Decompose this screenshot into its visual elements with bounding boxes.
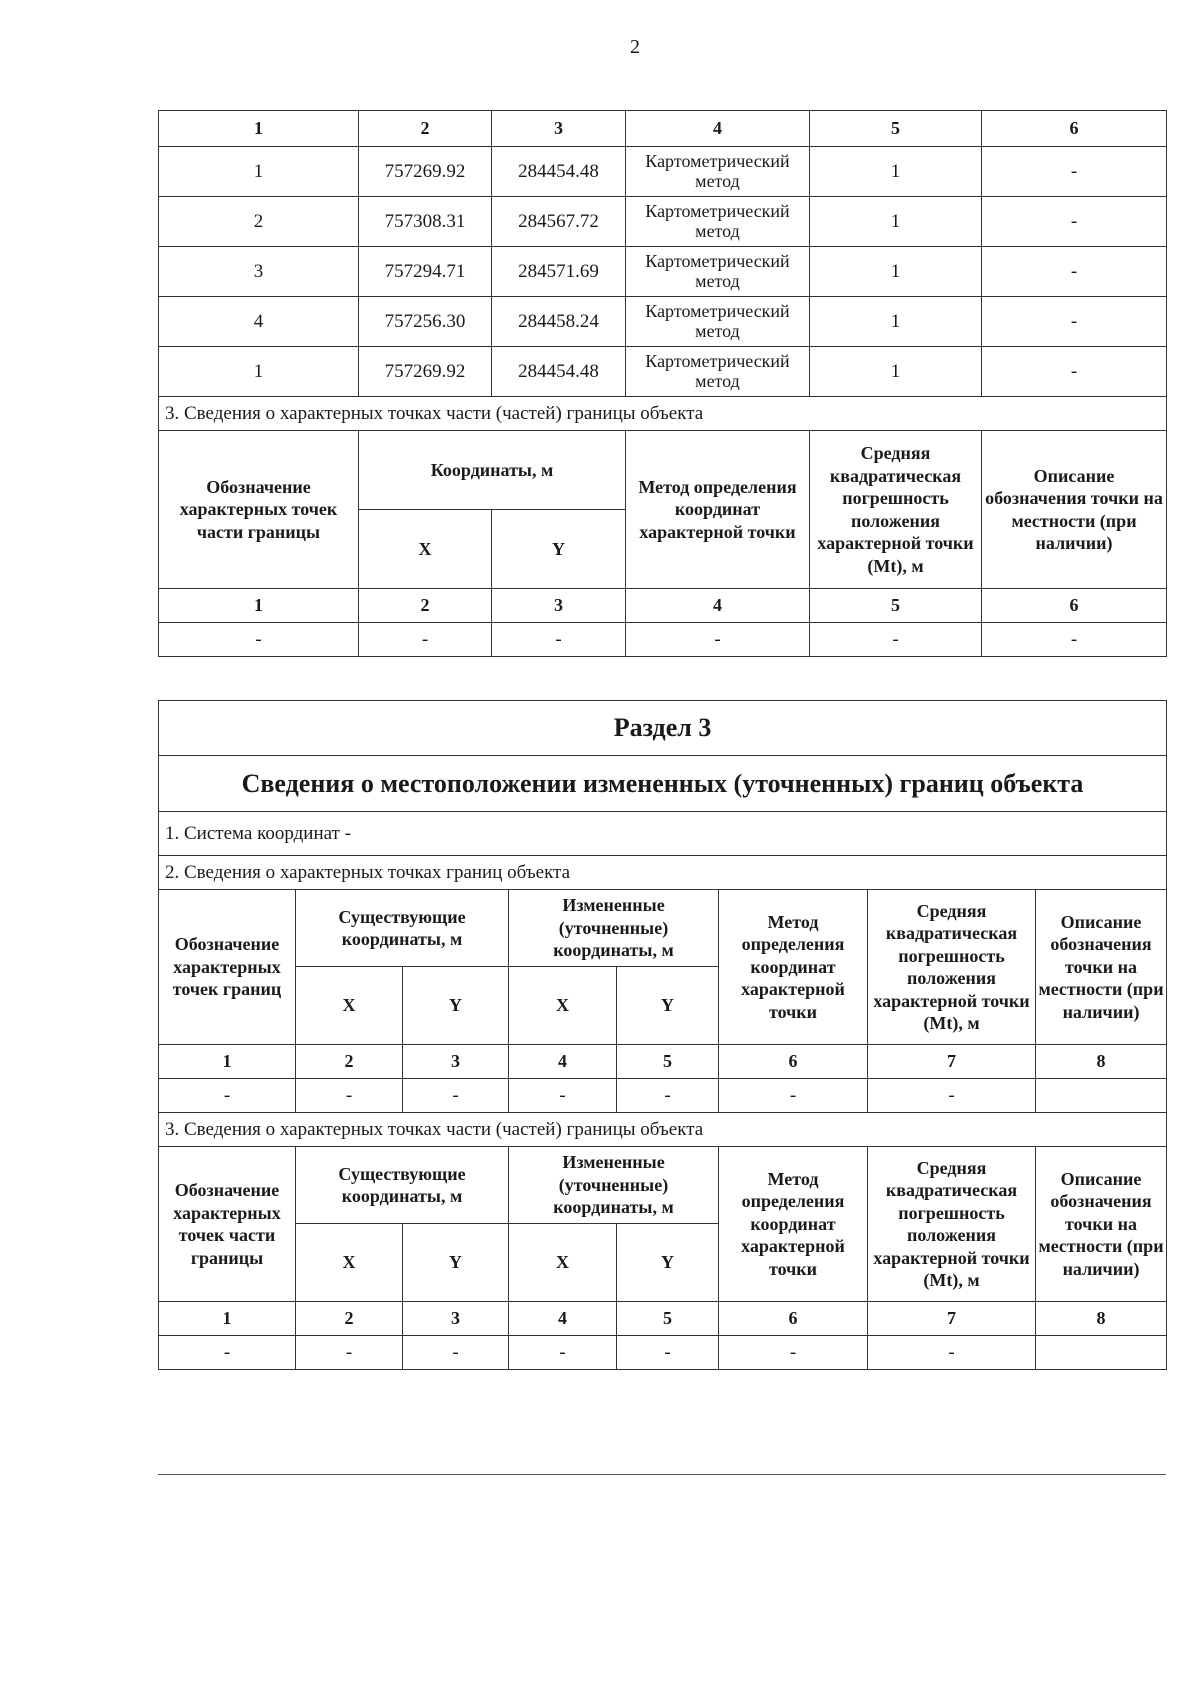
col-x-header: X — [509, 967, 617, 1045]
col-num: 6 — [719, 1045, 868, 1079]
coord-y: 284458.24 — [492, 297, 626, 347]
col-num: 4 — [626, 589, 810, 623]
empty-cell: - — [719, 1079, 868, 1113]
col-num: 1 — [159, 589, 359, 623]
col-num: 4 — [509, 1045, 617, 1079]
table-row — [159, 247, 1167, 297]
table-row — [159, 297, 1167, 347]
col-mt-header: Средняя квадратическая погрешность положения характерной точки (Mt), м — [810, 431, 982, 589]
col-x-header: X — [359, 510, 492, 589]
col-method-header: Метод определения координат характерной точки — [626, 431, 810, 589]
col-y-header: Y — [403, 1224, 509, 1302]
description: - — [982, 247, 1167, 297]
empty-cell: - — [296, 1079, 403, 1113]
method: Картометрический метод — [626, 247, 810, 297]
empty-cell — [1036, 1079, 1167, 1113]
table-row — [159, 197, 1167, 247]
empty-cell: - — [509, 1079, 617, 1113]
empty-cell: - — [159, 623, 359, 657]
coord-x: 757269.92 — [359, 347, 492, 397]
points-table — [158, 110, 1167, 657]
point-number: 1 — [159, 347, 359, 397]
col-mt-header: Средняя квадратическая погрешность положения характерной точки (Mt), м — [868, 890, 1036, 1045]
col-num: 2 — [296, 1045, 403, 1079]
col-designation-header: Обозначение характерных точек части границы — [159, 1147, 296, 1302]
method: Картометрический метод — [626, 297, 810, 347]
col-desc-header: Описание обозначения точки на местности (при наличии) — [982, 431, 1167, 589]
point-number: 2 — [159, 197, 359, 247]
col-num: 2 — [359, 589, 492, 623]
col-y-header: Y — [492, 510, 626, 589]
col-x-header: X — [296, 967, 403, 1045]
col-num: 8 — [1036, 1045, 1167, 1079]
empty-cell: - — [159, 1336, 296, 1370]
table-row — [159, 147, 1167, 197]
empty-cell: - — [159, 1079, 296, 1113]
col-num: 3 — [492, 111, 626, 147]
section-title: Раздел 3 — [159, 701, 1167, 756]
col-num: 2 — [359, 111, 492, 147]
coord-y: 284454.48 — [492, 347, 626, 397]
table-row — [159, 623, 1167, 657]
col-designation-header: Обозначение характерных точек границ — [159, 890, 296, 1045]
description: - — [982, 147, 1167, 197]
empty-cell: - — [810, 623, 982, 657]
coord-y: 284567.72 — [492, 197, 626, 247]
col-num: 6 — [982, 589, 1167, 623]
section-subtitle: Сведения о местоположении измененных (уточненных) границ объекта — [159, 756, 1167, 812]
col-desc-header: Описание обозначения точки на местности (при наличии) — [1036, 1147, 1167, 1302]
empty-cell: - — [509, 1336, 617, 1370]
col-y-header: Y — [403, 967, 509, 1045]
col-num: 3 — [403, 1045, 509, 1079]
col-num: 6 — [982, 111, 1167, 147]
col-desc-header: Описание обозначения точки на местности (при наличии) — [1036, 890, 1167, 1045]
mt-value: 1 — [810, 347, 982, 397]
col-num: 1 — [159, 1302, 296, 1336]
col-num: 4 — [626, 111, 810, 147]
point-number: 3 — [159, 247, 359, 297]
mt-value: 1 — [810, 197, 982, 247]
coord-x: 757294.71 — [359, 247, 492, 297]
col-num: 5 — [810, 589, 982, 623]
col-num: 7 — [868, 1302, 1036, 1336]
coord-y: 284571.69 — [492, 247, 626, 297]
col-coords-header: Координаты, м — [359, 431, 626, 510]
col-changed-header: Измененные (уточненные) координаты, м — [509, 1147, 719, 1224]
col-num: 5 — [617, 1045, 719, 1079]
col-existing-header: Существующие координаты, м — [296, 1147, 509, 1224]
col-method-header: Метод определения координат характерной точки — [719, 890, 868, 1045]
coord-x: 757256.30 — [359, 297, 492, 347]
table-row — [159, 1079, 1167, 1113]
empty-cell: - — [868, 1079, 1036, 1113]
point-number: 1 — [159, 147, 359, 197]
mt-value: 1 — [810, 297, 982, 347]
empty-cell: - — [868, 1336, 1036, 1370]
empty-cell: - — [719, 1336, 868, 1370]
col-num: 8 — [1036, 1302, 1167, 1336]
coord-system: 1. Система координат - — [159, 812, 1167, 856]
mt-value: 1 — [810, 247, 982, 297]
empty-cell — [1036, 1336, 1167, 1370]
col-num: 7 — [868, 1045, 1036, 1079]
col-num: 5 — [810, 111, 982, 147]
method: Картометрический метод — [626, 147, 810, 197]
col-mt-header: Средняя квадратическая погрешность положения характерной точки (Mt), м — [868, 1147, 1036, 1302]
part3-heading: 3. Сведения о характерных точках части (частей) границы объекта — [159, 1113, 1167, 1147]
description: - — [982, 347, 1167, 397]
table-row — [159, 347, 1167, 397]
empty-cell: - — [492, 623, 626, 657]
col-num: 5 — [617, 1302, 719, 1336]
coord-x: 757308.31 — [359, 197, 492, 247]
col-method-header: Метод определения координат характерной точки — [719, 1147, 868, 1302]
col-num: 6 — [719, 1302, 868, 1336]
empty-cell: - — [296, 1336, 403, 1370]
empty-cell: - — [982, 623, 1167, 657]
col-num: 4 — [509, 1302, 617, 1336]
col-num: 3 — [492, 589, 626, 623]
part2-heading: 2. Сведения о характерных точках границ объекта — [159, 856, 1167, 890]
col-y-header: Y — [617, 967, 719, 1045]
empty-cell: - — [403, 1336, 509, 1370]
col-num: 3 — [403, 1302, 509, 1336]
coord-y: 284454.48 — [492, 147, 626, 197]
mt-value: 1 — [810, 147, 982, 197]
page-number: 2 — [630, 36, 640, 58]
col-y-header: Y — [617, 1224, 719, 1302]
col-x-header: X — [509, 1224, 617, 1302]
col-changed-header: Измененные (уточненные) координаты, м — [509, 890, 719, 967]
section-heading: 3. Сведения о характерных точках части (частей) границы объекта — [159, 397, 1167, 431]
col-designation-header: Обозначение характерных точек части границы — [159, 431, 359, 589]
empty-cell: - — [403, 1079, 509, 1113]
description: - — [982, 197, 1167, 247]
method: Картометрический метод — [626, 347, 810, 397]
col-num: 1 — [159, 1045, 296, 1079]
empty-cell: - — [617, 1336, 719, 1370]
table-row — [159, 1336, 1167, 1370]
empty-cell: - — [626, 623, 810, 657]
col-num: 2 — [296, 1302, 403, 1336]
coord-x: 757269.92 — [359, 147, 492, 197]
empty-cell: - — [617, 1079, 719, 1113]
col-num: 1 — [159, 111, 359, 147]
point-number: 4 — [159, 297, 359, 347]
footer-rule — [158, 1474, 1166, 1475]
col-x-header: X — [296, 1224, 403, 1302]
col-existing-header: Существующие координаты, м — [296, 890, 509, 967]
empty-cell: - — [359, 623, 492, 657]
description: - — [982, 297, 1167, 347]
method: Картометрический метод — [626, 197, 810, 247]
section-3-table — [158, 700, 1167, 1370]
header-number-row — [159, 111, 1167, 147]
